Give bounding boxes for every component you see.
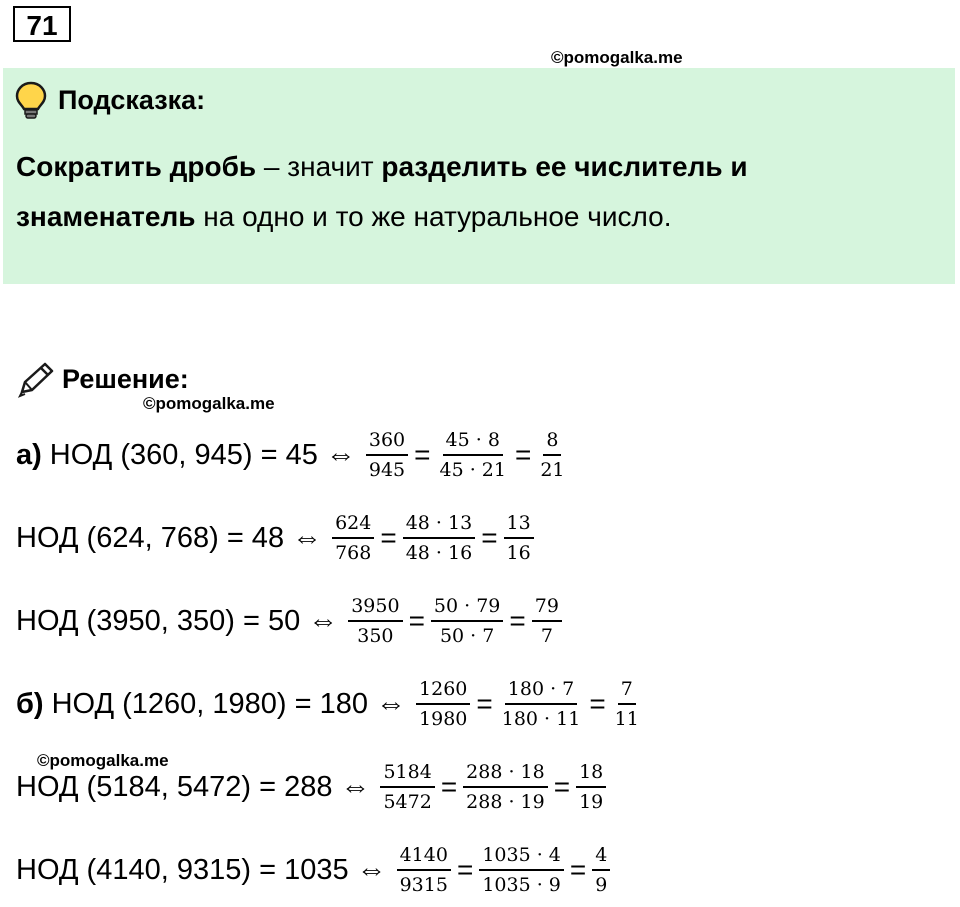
gcd-expression: НОД (360, 945) = 45 — [49, 438, 318, 471]
denominator: 9 — [595, 874, 608, 896]
numerator: 79 — [532, 595, 562, 622]
equals-sign: = — [440, 771, 458, 802]
solution-row — [16, 757, 610, 817]
hint-bold-term: Сократить дробь — [16, 151, 257, 182]
denominator: 16 — [506, 542, 531, 564]
denominator: 50 · 7 — [439, 625, 495, 647]
hint-text-part: на одно и то же натуральное число. — [195, 201, 672, 232]
hint-bold-action: разделить ее числитель и знаменатель — [16, 151, 748, 232]
reduced-fraction — [537, 429, 567, 481]
equals-sign: = — [514, 439, 532, 470]
equals-sign: = — [569, 854, 587, 885]
equivalence-symbol: ⇔ — [292, 521, 323, 554]
solution-row — [16, 425, 572, 485]
equals-sign: = — [408, 605, 425, 636]
denominator: 945 — [368, 459, 406, 481]
solution-row — [16, 840, 614, 900]
denominator: 48 · 16 — [405, 542, 473, 564]
pencil-icon — [16, 360, 56, 398]
numerator: 1260 — [416, 678, 470, 705]
numerator: 624 — [332, 512, 374, 539]
equals-sign: = — [476, 688, 493, 719]
denominator: 21 — [540, 459, 565, 481]
original-fraction — [380, 761, 434, 813]
numerator: 50 · 79 — [431, 595, 503, 622]
solution-title: Решение: — [62, 363, 189, 394]
watermark: ©pomogalka.me — [551, 48, 683, 67]
original-fraction — [366, 429, 408, 481]
denominator: 768 — [335, 542, 372, 564]
hint-text-part: – значит — [256, 151, 382, 182]
numerator: 4 — [592, 844, 610, 871]
equivalence-symbol: ⇔ — [308, 604, 339, 637]
numerator: 8 — [543, 429, 561, 456]
equals-sign: = — [456, 854, 474, 885]
gcd-expression: НОД (624, 768) = 48 — [16, 521, 285, 554]
equivalence-symbol: ⇔ — [325, 438, 356, 471]
denominator: 19 — [579, 791, 604, 813]
equals-sign: = — [553, 771, 571, 802]
original-fraction — [416, 678, 470, 730]
watermark: ©pomogalka.me — [37, 751, 169, 770]
denominator: 1980 — [419, 708, 468, 730]
numerator: 45 · 8 — [443, 429, 503, 456]
numerator: 13 — [504, 512, 534, 539]
equivalence-symbol: ⇔ — [376, 687, 407, 720]
hint-text — [16, 142, 916, 242]
equals-sign: = — [414, 439, 431, 470]
denominator: 7 — [540, 625, 553, 647]
gcd-expression: НОД (4140, 9315) = 1035 — [16, 853, 349, 886]
equals-sign: = — [481, 522, 498, 553]
factored-fraction — [479, 844, 564, 896]
numerator: 48 · 13 — [403, 512, 475, 539]
factored-fraction — [403, 512, 475, 564]
gcd-expression: НОД (5184, 5472) = 288 — [16, 770, 333, 803]
denominator: 11 — [614, 708, 639, 730]
denominator: 288 · 19 — [466, 791, 545, 813]
denominator: 5472 — [383, 791, 432, 813]
original-fraction — [348, 595, 402, 647]
factored-fraction — [431, 595, 503, 647]
numerator: 1035 · 4 — [479, 844, 564, 871]
denominator: 45 · 21 — [439, 459, 506, 481]
reduced-fraction — [592, 844, 610, 896]
numerator: 18 — [576, 761, 606, 788]
part-label: а) — [16, 438, 42, 471]
numerator: 360 — [366, 429, 408, 456]
numerator: 4140 — [397, 844, 451, 871]
factored-fraction — [499, 678, 584, 730]
solution-row — [16, 674, 646, 734]
denominator: 1035 · 9 — [482, 874, 561, 896]
hint-title: Подсказка: — [58, 84, 206, 115]
denominator: 350 — [357, 625, 394, 647]
reduced-fraction — [612, 678, 642, 730]
factored-fraction — [437, 429, 509, 481]
equivalence-symbol: ⇔ — [340, 770, 371, 803]
equivalence-symbol: ⇔ — [356, 853, 387, 886]
part-label: б) — [16, 687, 44, 720]
lightbulb-icon — [14, 80, 48, 120]
original-fraction — [397, 844, 451, 896]
task-number: 71 — [13, 6, 71, 42]
gcd-expression: НОД (3950, 350) = 50 — [16, 604, 301, 637]
watermark: ©pomogalka.me — [143, 394, 275, 413]
factored-fraction — [463, 761, 548, 813]
solution-row — [16, 591, 566, 651]
numerator: 5184 — [380, 761, 434, 788]
equals-sign: = — [509, 605, 526, 636]
reduced-fraction — [576, 761, 606, 813]
numerator: 7 — [618, 678, 636, 705]
solution-title-row — [16, 360, 189, 398]
original-fraction — [332, 512, 374, 564]
reduced-fraction — [504, 512, 534, 564]
equals-sign: = — [589, 688, 606, 719]
reduced-fraction — [532, 595, 562, 647]
denominator: 9315 — [399, 874, 448, 896]
denominator: 180 · 11 — [501, 708, 581, 730]
solution-row — [16, 508, 538, 568]
numerator: 180 · 7 — [505, 678, 577, 705]
gcd-expression: НОД (1260, 1980) = 180 — [51, 687, 369, 720]
numerator: 3950 — [348, 595, 402, 622]
equals-sign: = — [380, 522, 397, 553]
hint-title-row — [14, 80, 205, 120]
numerator: 288 · 18 — [463, 761, 548, 788]
